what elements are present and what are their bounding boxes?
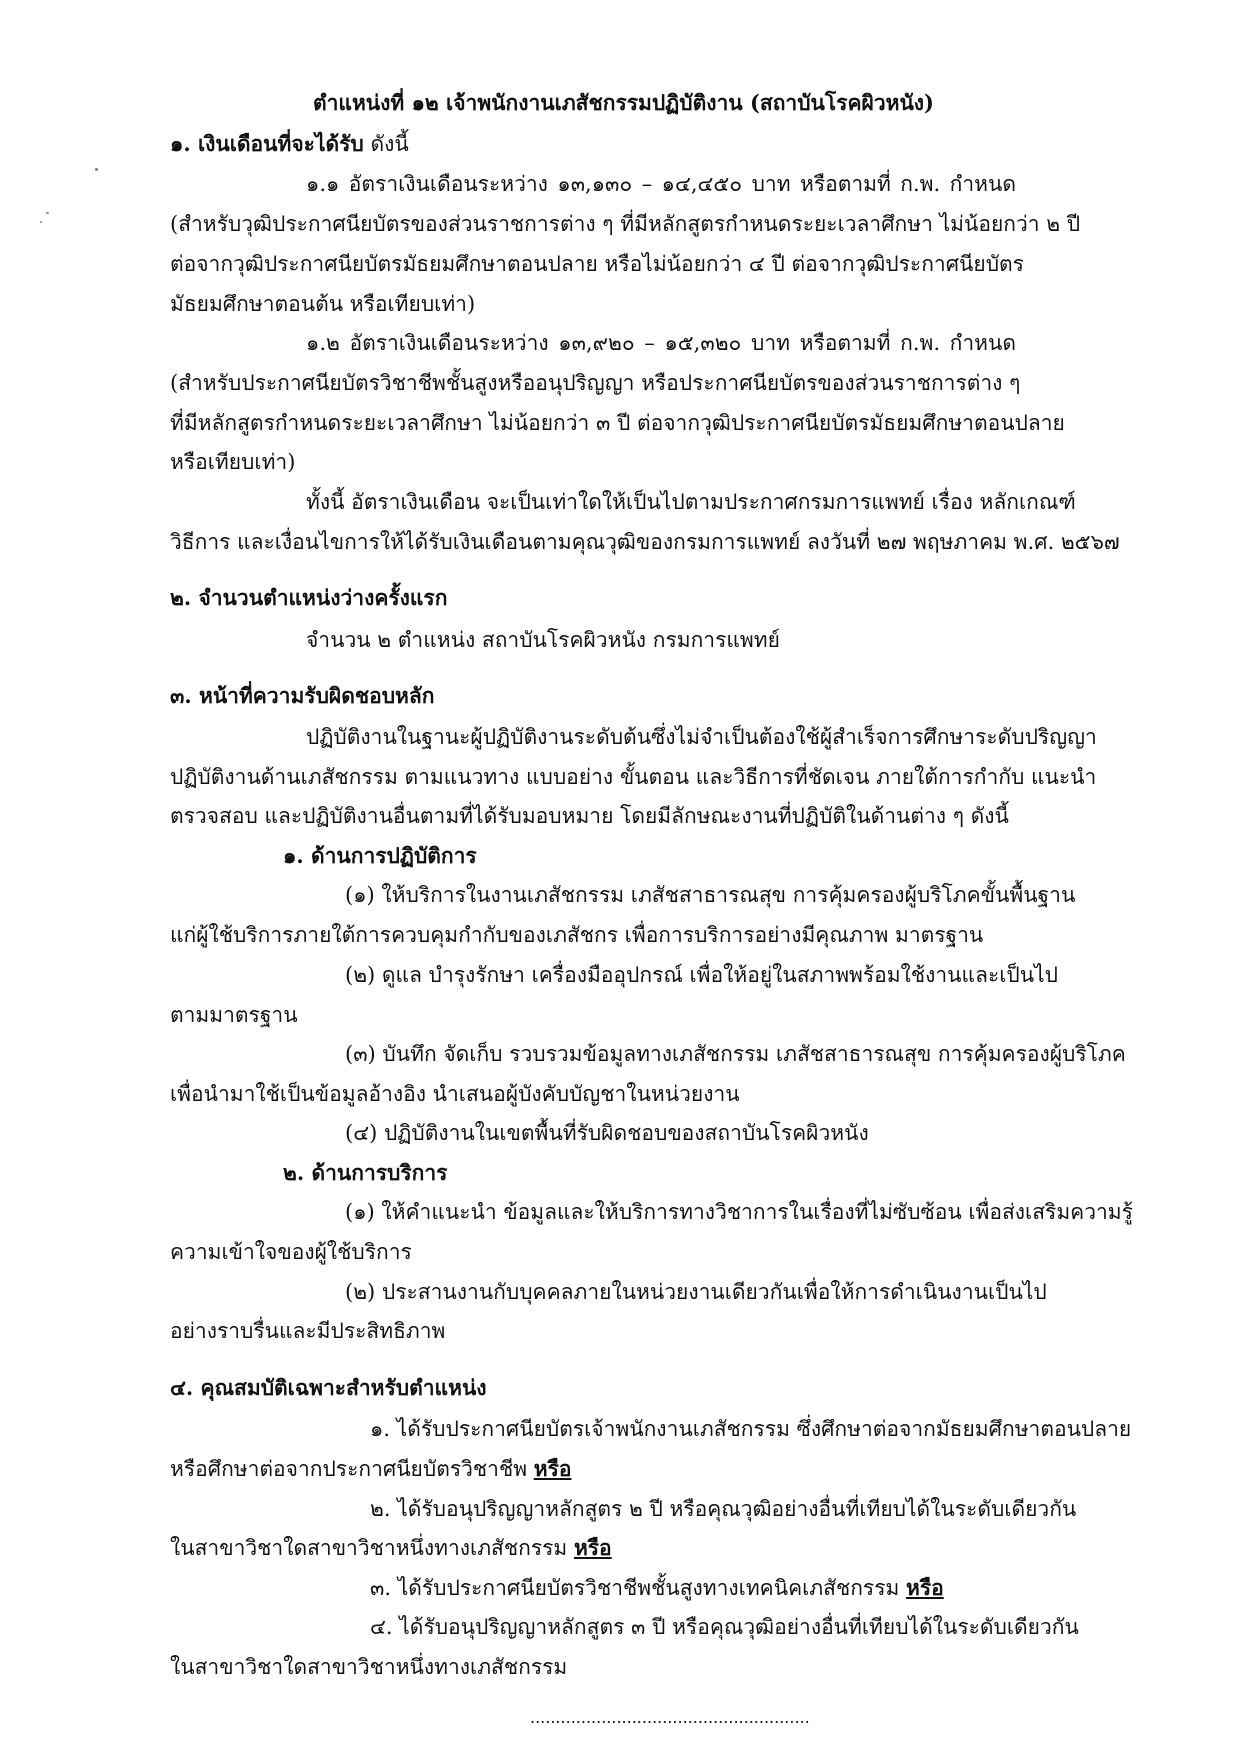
salary-1-line: ต่อจากวุฒิประกาศนียบัตรมัธยมศึกษาตอนปลาย หรือไม่น้อยกว่า ๔ ปี ต่อจากวุฒิประกาศนียบัตร	[170, 252, 1024, 276]
section-3-title: ๓. หน้าที่ความรับผิดชอบหลัก	[170, 683, 435, 708]
section-4-title: ๔. คุณสมบัติเฉพาะสำหรับตำแหน่ง	[170, 1375, 487, 1400]
scan-speck	[40, 221, 42, 223]
qualification-line: ในสาขาวิชาใดสาขาวิชาหนึ่งทางเภสัชกรรม	[170, 1655, 568, 1679]
operations-item-line: (๑) ให้บริการในงานเภสัชกรรม เภสัชสาธารณสุข การคุ้มครองผู้บริโภคขั้นพื้นฐาน	[345, 883, 1076, 907]
subsection-service-title: ๒. ด้านการบริการ	[283, 1160, 448, 1185]
qualification-line	[170, 1454, 571, 1484]
section-1-title-tail: ดังนี้	[370, 132, 409, 156]
section-1-heading	[170, 129, 409, 159]
footer-dotted-line: .......................................................	[530, 1708, 810, 1727]
salary-1-line: (สำหรับวุฒิประกาศนียบัตรของส่วนราชการต่าง ๆ ที่มีหลักสูตรกำหนดระยะเวลาศึกษา ไม่น้อยกว่า ๒ ปี	[170, 212, 1081, 236]
section-2-body: จำนวน ๒ ตำแหน่ง สถาบันโรคผิวหนัง กรมการแพทย์	[306, 628, 780, 652]
subsection-operations-title: ๑. ด้านการปฏิบัติการ	[283, 843, 477, 868]
operations-item-line: (๓) บันทึก จัดเก็บ รวบรวมข้อมูลทางเภสัชกรรม เภสัชสาธารณสุข การคุ้มครองผู้บริโภค	[345, 1042, 1126, 1066]
operations-item-line: (๔) ปฏิบัติงานในเขตพื้นที่รับผิดชอบของสถาบันโรคผิวหนัง	[345, 1121, 869, 1145]
salary-1-line: ๑.๑ อัตราเงินเดือนระหว่าง ๑๓,๑๓๐ – ๑๔,๔๕๐ บาท หรือตามที่ ก.พ. กำหนด	[306, 172, 1016, 196]
operations-item-line: ตามมาตรฐาน	[170, 1003, 298, 1027]
qualification-line	[170, 1533, 612, 1563]
salary-2-line: ที่มีหลักสูตรกำหนดระยะเวลาศึกษา ไม่น้อยกว่า ๓ ปี ต่อจากวุฒิประกาศนียบัตรมัธยมศึกษาตอนปลาย	[170, 411, 1065, 435]
salary-note-line: ทั้งนี้ อัตราเงินเดือน จะเป็นเท่าใดให้เป็นไปตามประกาศกรมการแพทย์ เรื่อง หลักเกณฑ์	[306, 490, 1076, 514]
section-2-title: ๒. จำนวนตำแหน่งว่างครั้งแรก	[170, 585, 448, 610]
scan-speck	[95, 168, 98, 171]
duty-intro-line: ตรวจสอบ และปฏิบัติงานอื่นตามที่ได้รับมอบหมาย โดยมีลักษณะงานที่ปฏิบัติในด้านต่าง ๆ ดังนี้	[170, 804, 1009, 828]
duty-intro-line: ปฏิบัติงานด้านเภสัชกรรม ตามแนวทาง แบบอย่าง ขั้นตอน และวิธีการที่ชัดเจน ภายใต้การกำกับ แนะนำ	[170, 765, 1097, 789]
qualification-line	[370, 1573, 944, 1603]
operations-item-line: เพื่อนำมาใช้เป็นข้อมูลอ้างอิง นำเสนอผู้บังคับบัญชาในหน่วยงาน	[170, 1082, 740, 1106]
or-keyword: หรือ	[906, 1575, 944, 1600]
salary-note-line: วิธีการ และเงื่อนไขการให้ได้รับเงินเดือนตามคุณวุฒิของกรมการแพทย์ ลงวันที่ ๒๗ พฤษภาคม พ.ศ. ๒๕๖๗	[170, 530, 1120, 554]
service-item-line: ความเข้าใจของผู้ใช้บริการ	[170, 1240, 412, 1264]
qualification-line: ๔. ได้รับอนุปริญญาหลักสูตร ๓ ปี หรือคุณวุฒิอย่างอื่นที่เทียบได้ในระดับเดียวกัน	[370, 1615, 1079, 1639]
or-keyword: หรือ	[533, 1456, 572, 1481]
scan-speck	[46, 212, 49, 214]
qualification-text: ๓. ได้รับประกาศนียบัตรวิชาชีพชั้นสูงทางเทคนิคเภสัชกรรม	[370, 1576, 900, 1600]
section-1-title: ๑. เงินเดือนที่จะได้รับ	[170, 131, 364, 156]
operations-item-line: แก่ผู้ใช้บริการภายใต้การควบคุมกำกับของเภสัชกร เพื่อการบริการอย่างมีคุณภาพ มาตรฐาน	[170, 923, 984, 947]
page-title: ตำแหน่งที่ ๑๒ เจ้าพนักงานเภสัชกรรมปฏิบัติงาน (สถาบันโรคผิวหนัง)	[313, 90, 934, 115]
salary-2-line: ๑.๒ อัตราเงินเดือนระหว่าง ๑๓,๙๒๐ – ๑๕,๓๒๐ บาท หรือตามที่ ก.พ. กำหนด	[306, 331, 1016, 355]
salary-2-line: (สำหรับประกาศนียบัตรวิชาชีพชั้นสูงหรืออนุปริญญา หรือประกาศนียบัตรของส่วนราชการต่าง ๆ	[170, 371, 1021, 395]
salary-2-line: หรือเทียบเท่า)	[170, 450, 296, 474]
duty-intro-line: ปฏิบัติงานในฐานะผู้ปฏิบัติงานระดับต้นซึ่งไม่จำเป็นต้องใช้ผู้สำเร็จการศึกษาระดับปริญญา	[306, 725, 1097, 749]
operations-item-line: (๒) ดูแล บำรุงรักษา เครื่องมืออุปกรณ์ เพื่อให้อยู่ในสภาพพร้อมใช้งานและเป็นไป	[345, 963, 1058, 987]
service-item-line: อย่างราบรื่นและมีประสิทธิภาพ	[170, 1319, 446, 1343]
salary-1-line: มัธยมศึกษาตอนต้น หรือเทียบเท่า)	[170, 292, 476, 316]
service-item-line: (๑) ให้คำแนะนำ ข้อมูลและให้บริการทางวิชาการในเรื่องที่ไม่ซับซ้อน เพื่อส่งเสริมความรู้	[345, 1200, 1133, 1224]
service-item-line: (๒) ประสานงานกับบุคคลภายในหน่วยงานเดียวกันเพื่อให้การดำเนินงานเป็นไป	[345, 1280, 1047, 1304]
qualification-line: ๑. ได้รับประกาศนียบัตรเจ้าพนักงานเภสัชกรรม ซึ่งศึกษาต่อจากมัธยมศึกษาตอนปลาย	[370, 1417, 1132, 1441]
or-keyword: หรือ	[573, 1535, 612, 1560]
qualification-text: หรือศึกษาต่อจากประกาศนียบัตรวิชาชีพ	[170, 1457, 528, 1481]
qualification-text: ในสาขาวิชาใดสาขาวิชาหนึ่งทางเภสัชกรรม	[170, 1536, 568, 1560]
qualification-line: ๒. ได้รับอนุปริญญาหลักสูตร ๒ ปี หรือคุณวุฒิอย่างอื่นที่เทียบได้ในระดับเดียวกัน	[370, 1497, 1077, 1521]
